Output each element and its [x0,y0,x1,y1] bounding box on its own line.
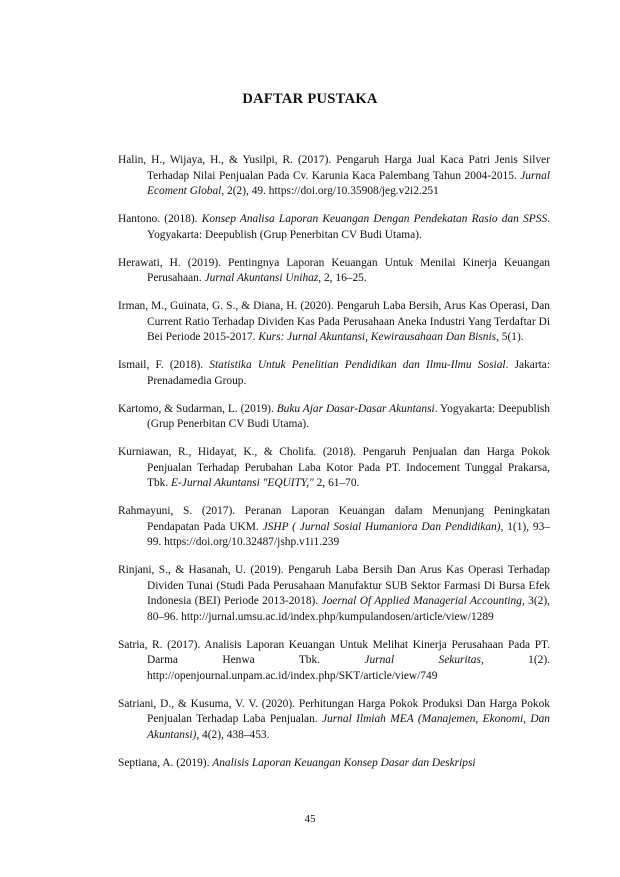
reference-source: Buku Ajar Dasar-Dasar Akuntansi [276,402,435,415]
reference-entry [118,299,550,346]
reference-details: , 5(1). [496,331,524,343]
reference-text: Satria, R. (2017). Analisis Laporan Keuangan Untuk Melihat Kinerja Perusahaan Pada PT. Darma Henwa Tbk. [118,638,550,666]
reference-source: Jurnal Ilmiah MEA (Manajemen, Ekonomi, Dan Akuntansi) [147,713,550,741]
reference-text: Kurniawan, R., Hidayat, K., & Cholifa. (2018). Pengaruh Penjualan dan Harga Pokok Penjualan Terhadap Perubahan Laba Kotor Pada PT. Indocement Tunggal Prakarsa, Tbk. [118,446,550,489]
reference-entry [118,256,550,287]
reference-entry [118,153,550,200]
reference-list [118,153,550,784]
reference-entry [118,756,550,772]
reference-source: Kurs: Jurnal Akuntansi, Kewirausahaan Dan Bisnis [258,331,497,343]
reference-text: Ismail, F. (2018). [118,359,210,371]
reference-text: Herawati, H. (2019). Pentingnya Laporan Keuangan Untuk Menilai Kinerja Keuangan Perusahaan. [118,256,550,284]
reference-details: , 3(2), 80–96. http://jurnal.umsu.ac.id/index.php/kumpulandosen/article/view/1289 [147,595,550,623]
reference-text: Irman, M., Guinata, G. S., & Diana, H. (2020). Pengaruh Laba Bersih, Arus Kas Operasi, Dan Current Ratio Terhadap Dividen Kas Pada Perusahaan Aneka Industri Yang Terdaftar Di Bei Periode 2015-2017. [118,300,550,343]
reference-details: 2, 61–70. [313,477,360,489]
reference-source: Analisis Laporan Keuangan Konsep Dasar dan Deskripsi [212,756,476,769]
reference-source: JSHP ( Jurnal Sosial Humaniora Dan Pendidikan) [262,520,501,533]
reference-entry [118,563,550,625]
reference-source: E-Jurnal Akuntansi "EQUITY," [171,477,314,489]
reference-entry [118,504,550,551]
reference-details: , 2, 16–25. [318,272,367,284]
reference-details: . Jakarta: Prenadamedia Group. [147,359,550,387]
page-title: DAFTAR PUSTAKA [242,91,378,107]
reference-text: Rinjani, S., & Hasanah, U. (2019). Pengaruh Laba Bersih Dan Arus Kas Operasi Terhadap Dividen Tunai (Studi Pada Perusahaan Manufaktur SUB Sektor Farmasi Di Bursa Efek Indonesia (BEI) Periode 2013-2018). [118,564,550,607]
reference-entry [118,358,550,389]
reference-entry [118,697,550,744]
reference-text: Rahmayuni, S. (2017). Peranan Laporan Keuangan dalam Menunjang Peningkatan Pendapatan Pada UKM. [118,505,550,533]
reference-source: Joernal Of Applied Managerial Accounting [321,595,522,607]
reference-text: Satriani, D., & Kusuma, V. V. (2020). Perhitungan Harga Pokok Produksi Dan Harga Pokok Penjualan Terhadap Laba Penjualan. [118,697,550,725]
reference-details: . Yogyakarta: Deepublish (Grup Penerbitan CV Budi Utama). [147,213,550,241]
reference-text: Septiana, A. (2019). [118,756,213,769]
reference-details: , 4(2), 438–453. [196,728,270,741]
reference-entry [118,638,550,685]
reference-source: Jurnal Sekuritas [364,654,481,666]
reference-text: Halin, H., Wijaya, H., & Yusilpi, R. (2017). Pengaruh Harga Jual Kaca Patri Jenis Silver Terhadap Nilai Penjualan Pada Cv. Karunia Kaca Palembang Tahun 2004-2015. [118,154,550,182]
reference-text: Hantono. (2018). [118,213,202,225]
reference-details: , 1(1), 93–99. https://doi.org/10.32487/jshp.v1i1.239 [147,520,550,548]
reference-entry [118,212,550,243]
reference-details: , 2(2), 49. https://doi.org/10.35908/jeg.v2i2.251 [221,185,439,197]
reference-text: Kartomo, & Sudarman, L. (2019). [118,402,277,415]
reference-source: Konsep Analisa Laporan Keuangan Dengan Pendekatan Rasio dan SPSS [201,213,548,225]
reference-source: Statistika Untuk Penelitian Pendidikan dan Ilmu-Ilmu Sosial [209,359,506,371]
reference-details: . Yogyakarta: Deepublish (Grup Penerbitan CV Budi Utama). [147,402,550,430]
reference-source: Jurnal Ecoment Global [147,169,550,197]
page-number: 45 [304,813,316,825]
reference-source: Jurnal Akuntansi Unihaz [204,272,319,284]
reference-entry [118,445,550,492]
reference-details: , 1(2). http://openjournal.unpam.ac.id/index.php/SKT/article/view/749 [147,654,550,682]
reference-entry [118,402,550,433]
